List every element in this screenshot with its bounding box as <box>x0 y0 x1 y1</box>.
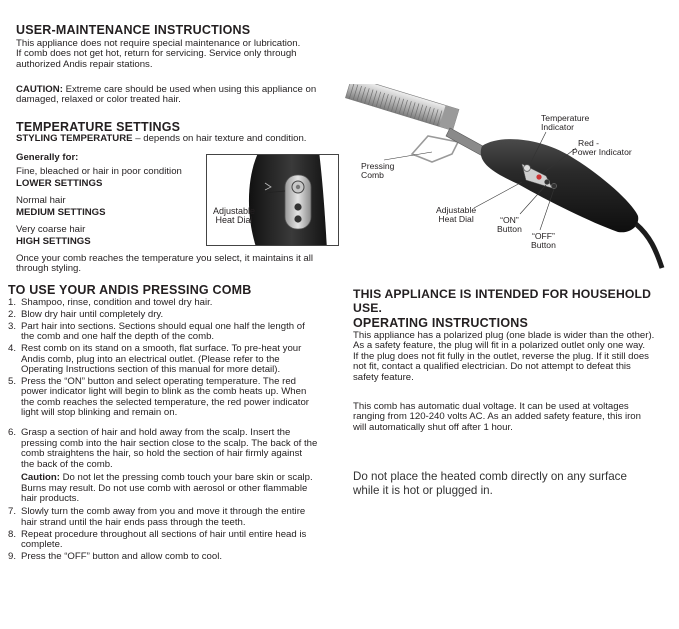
label-red-power-indicator <box>572 139 632 158</box>
maintenance-line: authorized Andis repair stations. <box>16 58 153 70</box>
maintenance-body <box>16 39 346 70</box>
temperature-title: TEMPERATURE SETTINGS <box>16 120 181 134</box>
step-line: complete. <box>21 539 63 551</box>
caution-text: Extreme care should be used when using this appliance on <box>62 84 317 95</box>
step-item <box>8 507 348 528</box>
step-number: 5. <box>8 375 17 387</box>
step-item <box>8 298 348 308</box>
warning-line: Do not place the heated comb directly on any surface <box>353 470 627 483</box>
label-line: Pressing <box>361 161 395 171</box>
howto-steps <box>8 298 348 562</box>
operating-line: This appliance has a polarized plug (one blade is wider than the other). <box>353 330 655 341</box>
step-line: Grasp a section of hair and hold away from the scalp. Insert the <box>21 427 291 439</box>
caution-label: Caution: <box>21 472 60 484</box>
step-line: Part hair into sections. Sections should equal one half the length of <box>21 320 305 332</box>
operating-line: not fit, contact a qualified electrician. Do not attempt to defeat this <box>353 361 631 373</box>
step-line: Blow dry hair until completely dry. <box>21 308 164 320</box>
step-number: 8. <box>8 528 17 540</box>
step-number: 1. <box>8 297 17 308</box>
label-line: “OFF” <box>531 231 555 241</box>
label-line: Power Indicator <box>572 147 632 158</box>
caution-text: Do not let the pressing comb touch your bare skin or scalp. <box>59 472 313 484</box>
operating-line: This comb has automatic dual voltage. It can be used at voltages <box>353 401 629 412</box>
low-label: LOWER SETTINGS <box>16 178 103 189</box>
low-desc: Fine, bleached or hair in poor condition <box>16 166 182 177</box>
step-item <box>8 322 348 343</box>
step-line: comb straightens the hair, so hold the section of hair firmly against <box>21 448 303 460</box>
warning-line: while it is hot or plugged in. <box>353 483 493 497</box>
step-line: Rest comb on its stand on a smooth, flat surface. To pre-heat your <box>21 343 302 355</box>
step-number: 6. <box>8 427 17 439</box>
step-item <box>8 428 348 504</box>
step-line: Slowly turn the comb away from you and move it through the entire <box>21 506 306 518</box>
maintenance-line: This appliance does not require special maintenance or lubrication. <box>16 38 301 49</box>
label-heat-dial <box>436 206 476 225</box>
label-line: Indicator <box>541 122 574 133</box>
dial-label-line: Heat Dial <box>215 215 253 226</box>
step-line: the comb and one half the depth of the comb. <box>21 331 215 343</box>
step-line: Operating Instructions section of this manual for more detail). <box>21 363 281 375</box>
step-line: hair strand until the hair ends pass through the teeth. <box>21 516 246 528</box>
label-pressing-comb <box>361 162 394 181</box>
caution-text: damaged, relaxed or color treated hair. <box>16 94 181 106</box>
step-line: the comb reaches the selected temperature, the red power indicator <box>21 396 309 408</box>
comb-teeth <box>345 84 459 131</box>
closing-line: Once your comb reaches the temperature you select, it maintains it all <box>16 253 314 264</box>
operating-line: As a safety feature, the plug will fit in a polarized outlet only one way. <box>353 340 646 352</box>
step-caution <box>21 473 317 504</box>
label-line: “ON” <box>500 215 519 225</box>
caution-text: Burns may result. Do not use comb with aerosol or other flammable <box>21 482 308 494</box>
step-item <box>8 310 348 320</box>
caution-text: hair products. <box>21 492 80 504</box>
heat-dial-illustration <box>207 155 338 245</box>
label-off-button <box>531 232 556 251</box>
step-line: Repeat procedure throughout all sections of hair until entire head is <box>21 528 307 540</box>
operating-line: will automatically shut off after 1 hour. <box>353 421 513 433</box>
maintenance-title: USER-MAINTENANCE INSTRUCTIONS <box>16 23 251 37</box>
household-notice: THIS APPLIANCE IS INTENDED FOR HOUSEHOLD USE. <box>353 287 652 315</box>
howto-title: TO USE YOUR ANDIS PRESSING COMB <box>8 283 252 297</box>
operating-line: safety feature. <box>353 371 414 383</box>
high-label: HIGH SETTINGS <box>16 236 91 247</box>
step-item <box>8 552 348 562</box>
step-item <box>8 530 348 551</box>
step-item <box>8 344 348 375</box>
step-line: Press the “OFF” button and allow comb to cool. <box>21 550 223 562</box>
surface-warning <box>353 470 627 497</box>
label-line: Button <box>497 224 522 235</box>
step-line: Press the “ON” button and select operating temperature. The red <box>21 375 296 387</box>
step-line: Andis comb, plug into an electrical outlet. (Please refer to the <box>21 353 280 365</box>
product-diagram <box>340 84 670 269</box>
step-number: 9. <box>8 550 17 562</box>
med-label: MEDIUM SETTINGS <box>16 207 106 218</box>
label-line: Temperature <box>541 113 590 123</box>
temperature-closing <box>16 254 313 275</box>
styling-label: STYLING TEMPERATURE <box>16 133 133 144</box>
operating-line: ranging from 120-240 volts AC. As an added safety feature, this iron <box>353 411 641 423</box>
caution-label: CAUTION: <box>16 84 63 95</box>
label-on-button <box>497 216 522 235</box>
label-temperature-indicator <box>541 114 589 133</box>
label-line: Heat Dial <box>438 214 474 225</box>
step-number: 2. <box>8 308 17 320</box>
high-desc: Very coarse hair <box>16 224 86 235</box>
med-desc: Normal hair <box>16 195 66 206</box>
step-line: Shampoo, rinse, condition and towel dry hair. <box>21 297 213 308</box>
operating-title: OPERATING INSTRUCTIONS <box>353 316 529 330</box>
step-line: light will stop blinking and remain on. <box>21 407 178 419</box>
step-number: 3. <box>8 320 17 332</box>
label-line: Comb <box>361 170 384 181</box>
styling-temperature <box>16 134 306 144</box>
dial-label-line: Adjustable <box>212 206 256 216</box>
generally-for: Generally for: <box>16 152 79 163</box>
heat-dial-photo <box>206 154 339 246</box>
step-line: pressing comb into the hair section close to the scalp. The back of the <box>21 437 318 449</box>
step-number: 7. <box>8 506 17 518</box>
styling-text: – depends on hair texture and condition. <box>132 133 307 144</box>
label-line: Red - <box>578 138 600 148</box>
maintenance-caution <box>16 85 346 106</box>
step-line: power indicator light will begin to blink as the comb heats up. When <box>21 386 307 398</box>
step-line: the back of the comb. <box>21 458 113 470</box>
dial-photo-label <box>210 207 258 226</box>
operating-p1 <box>353 331 673 383</box>
step-number: 4. <box>8 343 17 355</box>
label-line: Adjustable <box>436 205 477 215</box>
step-item <box>8 377 348 419</box>
maintenance-line: If comb does not get hot, return for servicing. Service only through <box>16 48 297 60</box>
closing-line: through styling. <box>16 263 82 275</box>
label-line: Button <box>531 240 556 251</box>
operating-p2 <box>353 402 673 433</box>
operating-line: If the plug does not fit fully in the outlet, reverse the plug. If it still does <box>353 350 649 362</box>
